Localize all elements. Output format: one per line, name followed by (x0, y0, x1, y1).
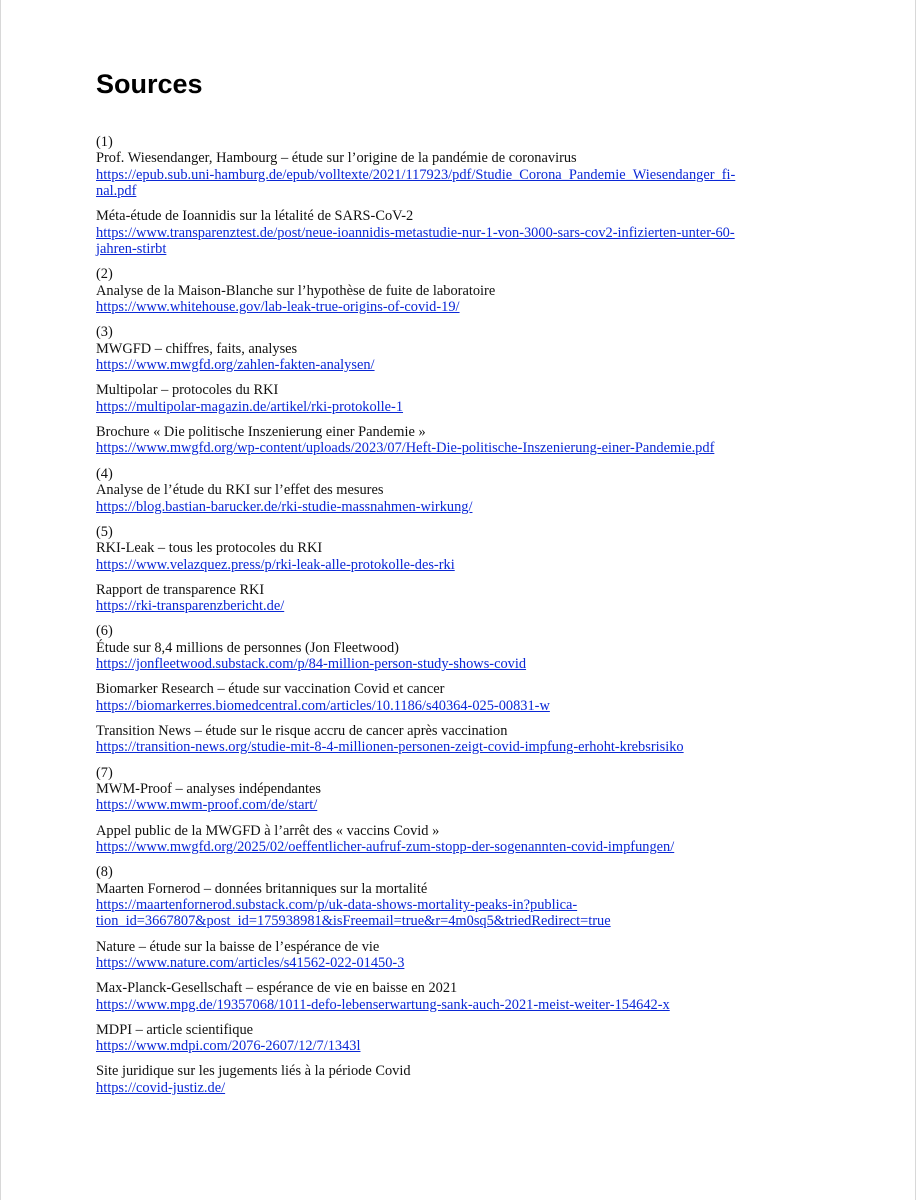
source-description: MDPI – article scientifique (96, 1021, 254, 1038)
source-link[interactable]: https://biomarkerres.biomedcentral.com/articles/10.1186/s40364-025-00831-w (96, 697, 550, 714)
source-entry (96, 681, 836, 714)
source-description: Site juridique sur les jugements liés à la période Covid (96, 1063, 411, 1080)
source-entry (96, 723, 836, 756)
source-link[interactable]: jahren-stirbt (96, 241, 167, 258)
source-entry (96, 781, 836, 814)
section-number: (3) (96, 324, 113, 341)
source-entry (96, 382, 836, 415)
source-entry (96, 939, 836, 972)
source-description: Multipolar – protocoles du RKI (96, 382, 279, 399)
source-link[interactable]: https://transition-news.org/studie-mit-8-4-millionen-personen-zeigt-covid-impfung-erhoht-krebsrisiko (96, 739, 684, 756)
source-description: RKI-Leak – tous les protocoles du RKI (96, 540, 323, 557)
source-link[interactable]: https://www.whitehouse.gov/lab-leak-true-origins-of-covid-19/ (96, 299, 460, 316)
source-entry (96, 208, 836, 257)
source-entry (96, 424, 836, 457)
source-description: Méta-étude de Ioannidis sur la létalité de SARS-CoV-2 (96, 208, 414, 225)
source-description: Max-Planck-Gesellschaft – espérance de vie en baisse en 2021 (96, 980, 458, 997)
source-entry (96, 1022, 836, 1055)
source-description: Maarten Fornerod – données britanniques sur la mortalité (96, 880, 428, 897)
source-entry (96, 823, 836, 856)
source-description: Analyse de la Maison-Blanche sur l’hypothèse de fuite de laboratoire (96, 282, 496, 299)
source-link[interactable]: https://www.nature.com/articles/s41562-022-01450-3 (96, 955, 405, 972)
source-description: Transition News – étude sur le risque accru de cancer après vaccination (96, 722, 508, 739)
source-entry (96, 582, 836, 615)
source-description: Nature – étude sur la baisse de l’espérance de vie (96, 938, 380, 955)
source-entry (96, 150, 836, 199)
section-number: (7) (96, 764, 113, 781)
section-number: (2) (96, 266, 113, 283)
source-description: Appel public de la MWGFD à l’arrêt des « vaccins Covid » (96, 822, 440, 839)
section-number: (4) (96, 465, 113, 482)
source-link[interactable]: https://www.mwm-proof.com/de/start/ (96, 797, 318, 814)
source-link[interactable]: https://covid-justiz.de/ (96, 1079, 226, 1096)
section-number: (6) (96, 623, 113, 640)
source-entry (96, 1063, 836, 1096)
source-link[interactable]: https://www.mwgfd.org/2025/02/oeffentlicher-aufruf-zum-stopp-der-sogenannten-covid-impfungen/ (96, 838, 675, 855)
source-link[interactable]: https://www.velazquez.press/p/rki-leak-alle-protokolle-des-rki (96, 556, 455, 573)
source-link[interactable]: https://www.mwgfd.org/wp-content/uploads/2023/07/Heft-Die-politische-Inszenierung-einer-Pandemie.pdf (96, 440, 715, 457)
source-link[interactable]: https://rki-transparenzbericht.de/ (96, 598, 285, 615)
source-description: Analyse de l’étude du RKI sur l’effet des mesures (96, 482, 384, 499)
source-link[interactable]: nal.pdf (96, 183, 137, 200)
source-entry (96, 881, 836, 930)
source-entry (96, 482, 836, 515)
source-description: MWM-Proof – analyses indépendantes (96, 780, 322, 797)
source-link[interactable]: tion_id=3667807&post_id=175938981&isFreemail=true&r=4m0sq5&triedRedirect=true (96, 913, 611, 930)
source-link[interactable]: https://www.mpg.de/19357068/1011-defo-lebenserwartung-sank-auch-2021-meist-weiter-154642-x (96, 996, 670, 1013)
source-link[interactable]: https://epub.sub.uni-hamburg.de/epub/volltexte/2021/117923/pdf/Studie_Corona_Pandemie_Wiesendanger_fi- (96, 166, 736, 183)
source-link[interactable]: https://www.transparenztest.de/post/neue-ioannidis-metastudie-nur-1-von-3000-sars-cov2-infizierten-unter-60- (96, 224, 735, 241)
source-link[interactable]: https://jonfleetwood.substack.com/p/84-million-person-study-shows-covid (96, 656, 527, 673)
source-description: Rapport de transparence RKI (96, 581, 265, 598)
section-number: (1) (96, 134, 113, 150)
source-entry (96, 283, 836, 316)
source-link[interactable]: https://www.mdpi.com/2076-2607/12/7/1343l (96, 1038, 361, 1055)
source-entry (96, 640, 836, 673)
source-link[interactable]: https://www.mwgfd.org/zahlen-fakten-analysen/ (96, 357, 375, 374)
source-link[interactable]: https://multipolar-magazin.de/artikel/rki-protokolle-1 (96, 398, 404, 415)
sources-list (96, 134, 836, 1105)
source-link[interactable]: https://blog.bastian-barucker.de/rki-studie-massnahmen-wirkung/ (96, 498, 473, 515)
source-entry (96, 540, 836, 573)
source-description: Biomarker Research – étude sur vaccination Covid et cancer (96, 681, 445, 698)
section-number: (5) (96, 523, 113, 540)
page-title: Sources (96, 69, 203, 99)
source-entry (96, 341, 836, 374)
source-description: MWGFD – chiffres, faits, analyses (96, 340, 298, 357)
source-description: Étude sur 8,4 millions de personnes (Jon Fleetwood) (96, 639, 399, 656)
source-entry (96, 980, 836, 1013)
source-description: Brochure « Die politische Inszenierung einer Pandemie » (96, 424, 426, 441)
source-description: Prof. Wiesendanger, Hambourg – étude sur l’origine de la pandémie de coronavirus (96, 150, 577, 167)
section-number: (8) (96, 864, 113, 881)
source-link[interactable]: https://maartenfornerod.substack.com/p/uk-data-shows-mortality-peaks-in?publica- (96, 897, 578, 913)
